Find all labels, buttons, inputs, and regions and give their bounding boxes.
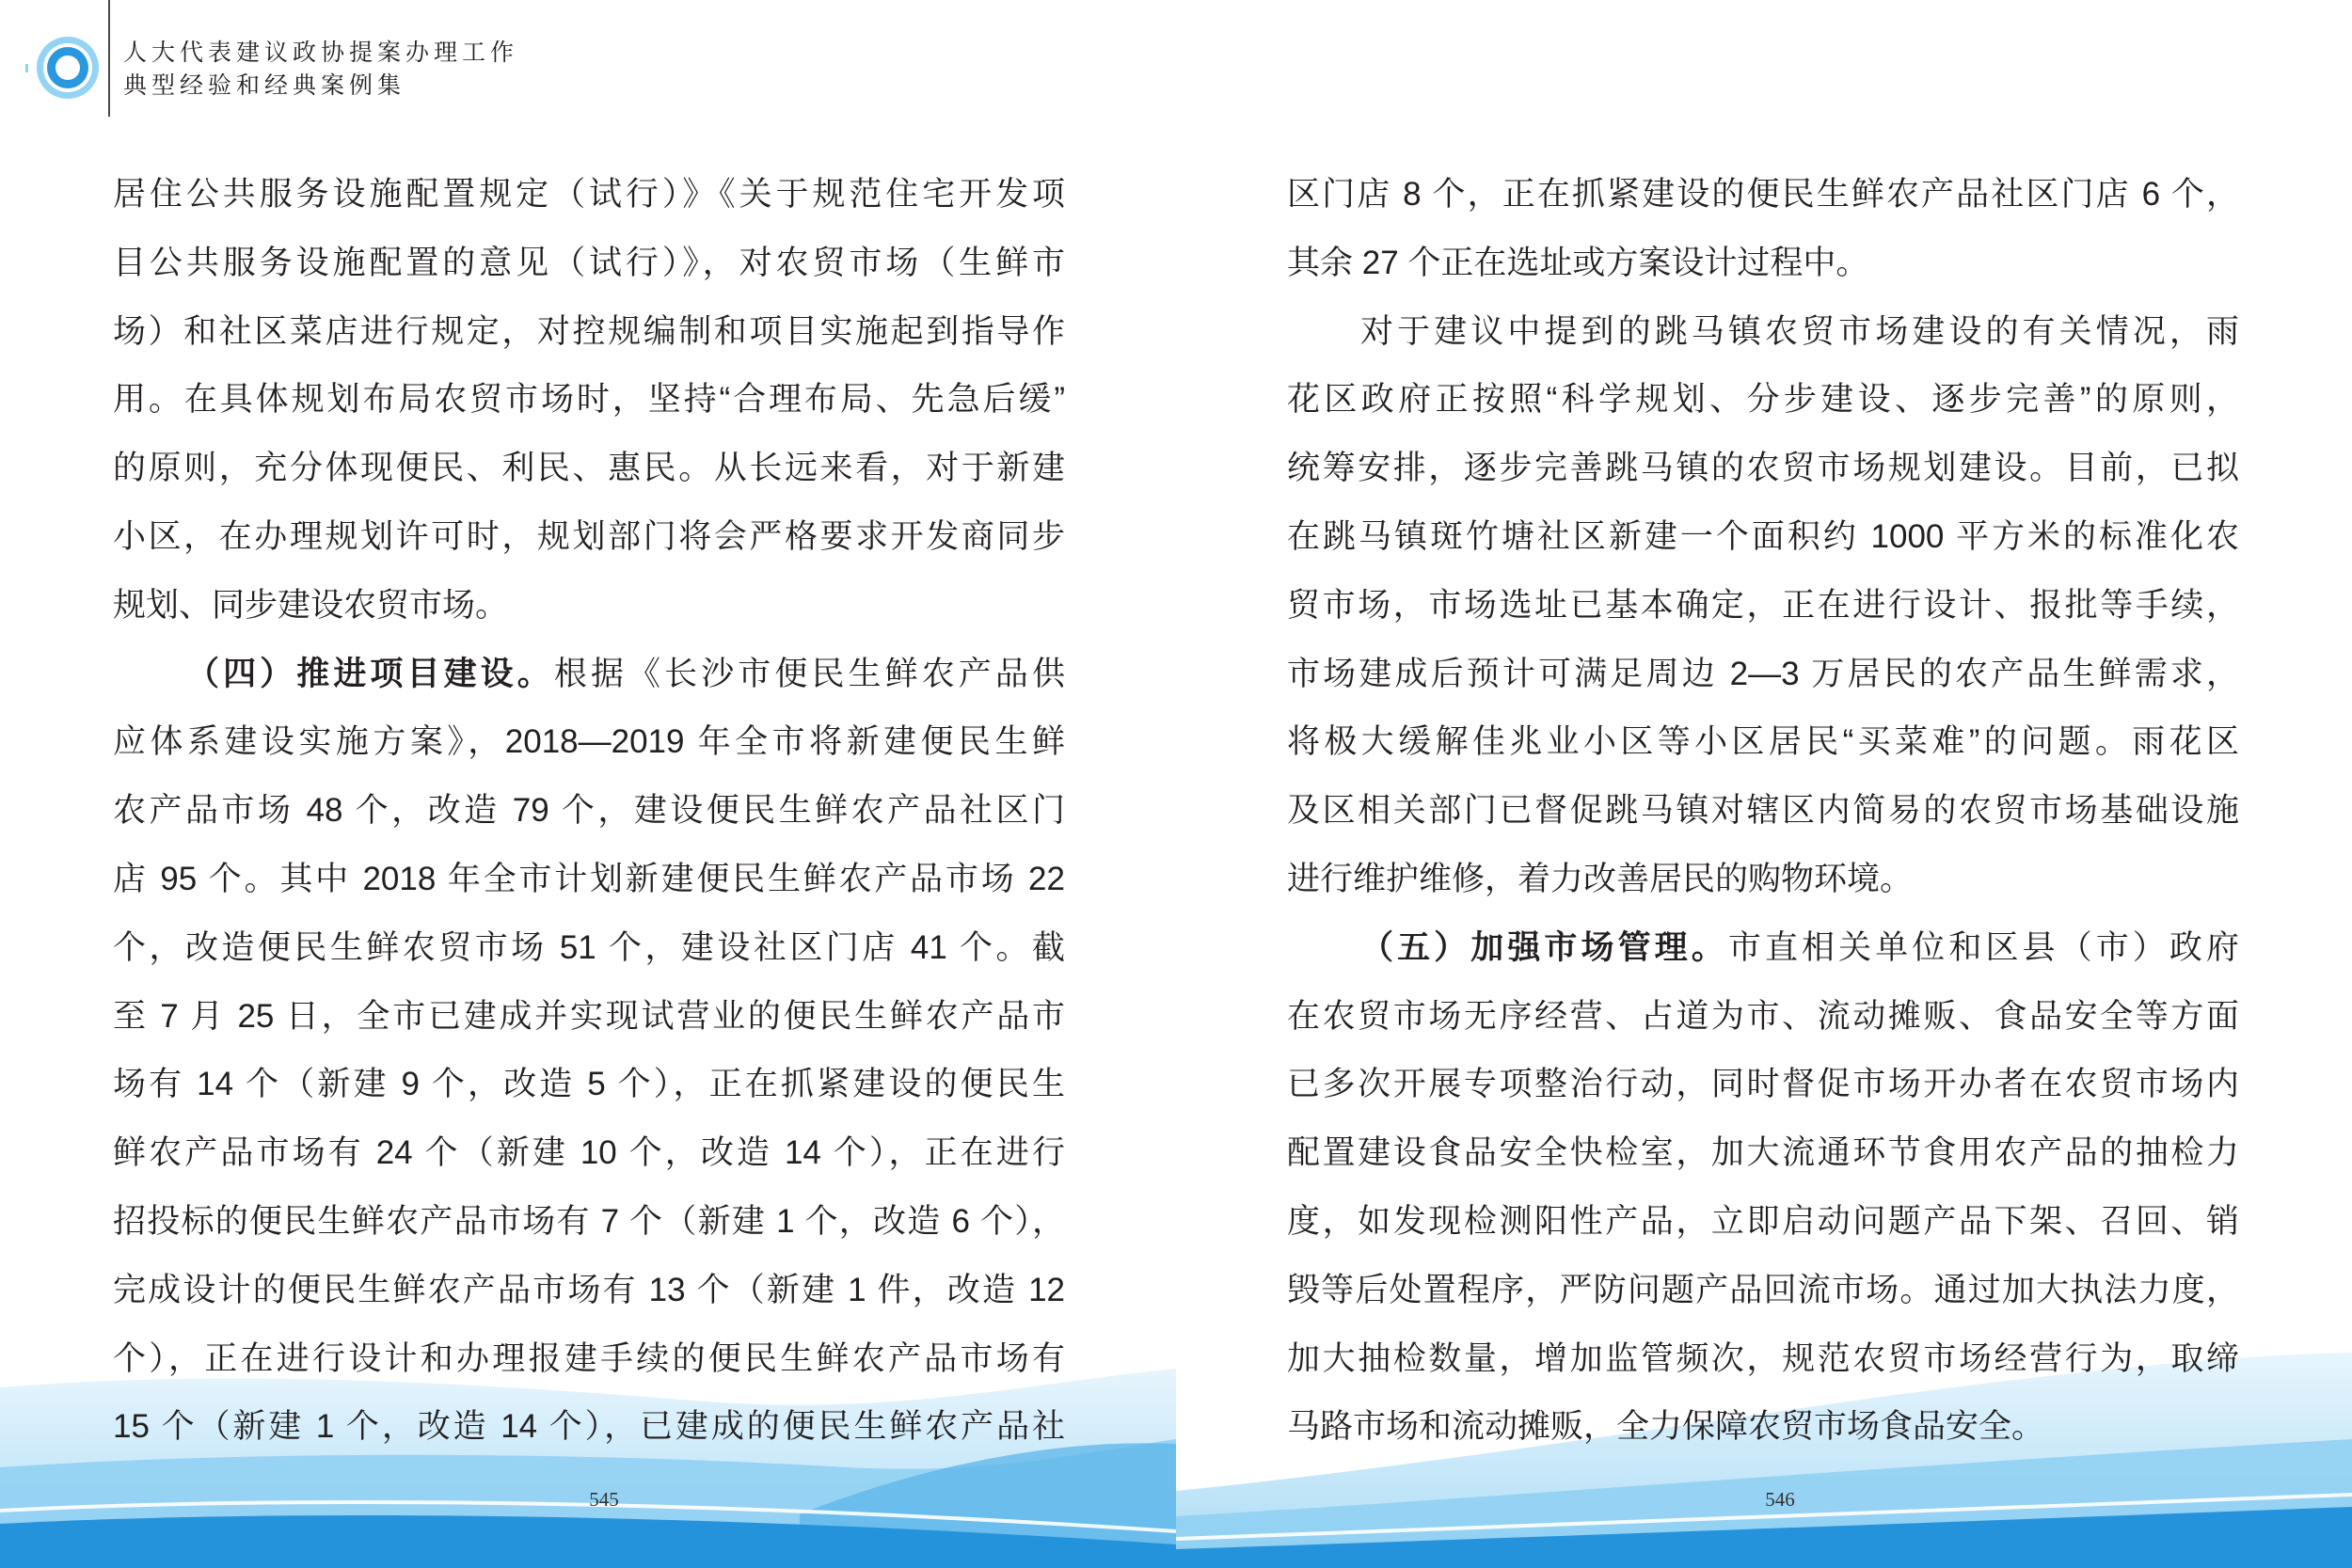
text-line: 度，如发现检测阳性产品，立即启动问题产品下架、召回、销 bbox=[1287, 1202, 2239, 1240]
text-line bbox=[1287, 914, 2239, 983]
text-line-content: 根据《长沙市便民生鲜农产品供 bbox=[553, 655, 1065, 692]
text-line: 花区政府正按照“科学规划、分步建设、逐步完善”的原则， bbox=[1287, 381, 2239, 419]
text-line: 招投标的便民生鲜农产品市场有 7 个（新建 1 个，改造 6 个）， bbox=[113, 1202, 1065, 1240]
text-line: 店 95 个。其中 2018 年全市计划新建便民生鲜农产品市场 22 bbox=[113, 860, 1065, 897]
text-line: 规划、同步建设农贸市场。 bbox=[113, 586, 509, 624]
text-line: 已多次开展专项整治行动，同时督促市场开办者在农贸市场内 bbox=[1287, 1066, 2239, 1103]
header-title-line-1: 人大代表建议政协提案办理工作 bbox=[123, 39, 519, 66]
text-line: 个，改造便民生鲜农贸市场 51 个，建设社区门店 41 个。截 bbox=[113, 928, 1065, 966]
text-line: 进行维护维修，着力改善居民的购物环境。 bbox=[1287, 860, 1914, 897]
text-line: 在跳马镇斑竹塘社区新建一个面积约 1000 平方米的标准化农 bbox=[1287, 517, 2239, 555]
paragraph bbox=[1287, 298, 2239, 914]
text-line: 15 个（新建 1 个，改造 14 个），已建成的便民生鲜农产品社 bbox=[113, 1408, 1065, 1446]
text-column-right-page bbox=[1287, 161, 2239, 1462]
text-line: 场）和社区菜店进行规定，对控规编制和项目实施起到指导作 bbox=[113, 312, 1065, 350]
emblem-center bbox=[56, 55, 80, 80]
text-line: 配置建设食品安全快检室，加大流通环节食用农产品的抽检力 bbox=[1287, 1134, 2239, 1172]
text-line: 对于建议中提到的跳马镇农贸市场建设的有关情况，雨 bbox=[1360, 312, 2239, 350]
text-line: 居住公共服务设施配置规定（试行）》《关于规范住宅开发项 bbox=[113, 176, 1065, 213]
text-line-content: 市直相关单位和区县（市）政府 bbox=[1727, 928, 2239, 966]
section-heading: （四）推进项目建设。 bbox=[186, 655, 554, 692]
text-line: 目公共服务设施配置的意见（试行）》，对农贸市场（生鲜市 bbox=[113, 244, 1065, 281]
text-line: 在农贸市场无序经营、占道为市、流动摊贩、食品安全等方面 bbox=[1287, 997, 2239, 1035]
paragraph bbox=[1287, 161, 2239, 298]
text-line: 小区，在办理规划许可时，规划部门将会严格要求开发商同步 bbox=[113, 517, 1065, 555]
section-paragraph bbox=[1287, 914, 2239, 1462]
text-line: 个），正在进行设计和办理报建手续的便民生鲜农产品市场有 bbox=[113, 1339, 1065, 1377]
text-line: 应体系建设实施方案》，2018—2019 年全市将新建便民生鲜 bbox=[113, 723, 1065, 761]
page-number-right: 546 bbox=[1765, 1488, 1795, 1511]
emblem-tick bbox=[25, 64, 28, 72]
text-line bbox=[113, 641, 1065, 709]
text-line: 市场建成后预计可满足周边 2—3 万居民的农产品生鲜需求， bbox=[1287, 655, 2239, 692]
text-line: 将极大缓解佳兆业小区等小区居民“买菜难”的问题。雨花区 bbox=[1287, 723, 2239, 761]
text-line: 区门店 8 个，正在抓紧建设的便民生鲜农产品社区门店 6 个， bbox=[1287, 176, 2239, 213]
text-line: 至 7 月 25 日，全市已建成并实现试营业的便民生鲜农产品市 bbox=[113, 997, 1065, 1035]
text-line: 统筹安排，逐步完善跳马镇的农贸市场规划建设。目前，已拟 bbox=[1287, 450, 2239, 487]
text-line: 完成设计的便民生鲜农产品市场有 13 个（新建 1 件，改造 12 bbox=[113, 1271, 1065, 1308]
text-line: 用。在具体规划布局农贸市场时，坚持“合理布局、先急后缓” bbox=[113, 381, 1065, 419]
text-line: 及区相关部门已督促跳马镇对辖区内简易的农贸市场基础设施 bbox=[1287, 792, 2239, 830]
text-line: 场有 14 个（新建 9 个，改造 5 个），正在抓紧建设的便民生 bbox=[113, 1066, 1065, 1103]
circle-emblem-icon bbox=[21, 21, 115, 115]
text-line: 马路市场和流动摊贩，全力保障农贸市场食品安全。 bbox=[1287, 1408, 2045, 1446]
text-line: 加大抽检数量，增加监管频次，规范农贸市场经营行为，取缔 bbox=[1287, 1339, 2239, 1377]
text-column-left-page bbox=[113, 161, 1065, 1462]
header-divider bbox=[108, 0, 110, 117]
text-line: 毁等后处置程序，严防问题产品回流市场。通过加大执法力度， bbox=[1287, 1271, 2239, 1308]
text-line: 的原则，充分体现便民、利民、惠民。从长远来看，对于新建 bbox=[113, 450, 1065, 487]
text-line: 鲜农产品市场有 24 个（新建 10 个，改造 14 个），正在进行 bbox=[113, 1134, 1065, 1172]
paragraph bbox=[113, 161, 1065, 641]
header-title-line-2: 典型经验和经典案例集 bbox=[123, 71, 406, 99]
section-paragraph bbox=[113, 641, 1065, 1463]
page-number-left: 545 bbox=[589, 1488, 619, 1511]
text-line: 其余 27 个正在选址或方案设计过程中。 bbox=[1287, 244, 1869, 281]
text-line: 农产品市场 48 个，改造 79 个，建设便民生鲜农产品社区门 bbox=[113, 792, 1065, 830]
running-header bbox=[123, 36, 518, 102]
text-line: 贸市场，市场选址已基本确定，正在进行设计、报批等手续， bbox=[1287, 586, 2239, 624]
section-heading: （五）加强市场管理。 bbox=[1360, 928, 1728, 966]
